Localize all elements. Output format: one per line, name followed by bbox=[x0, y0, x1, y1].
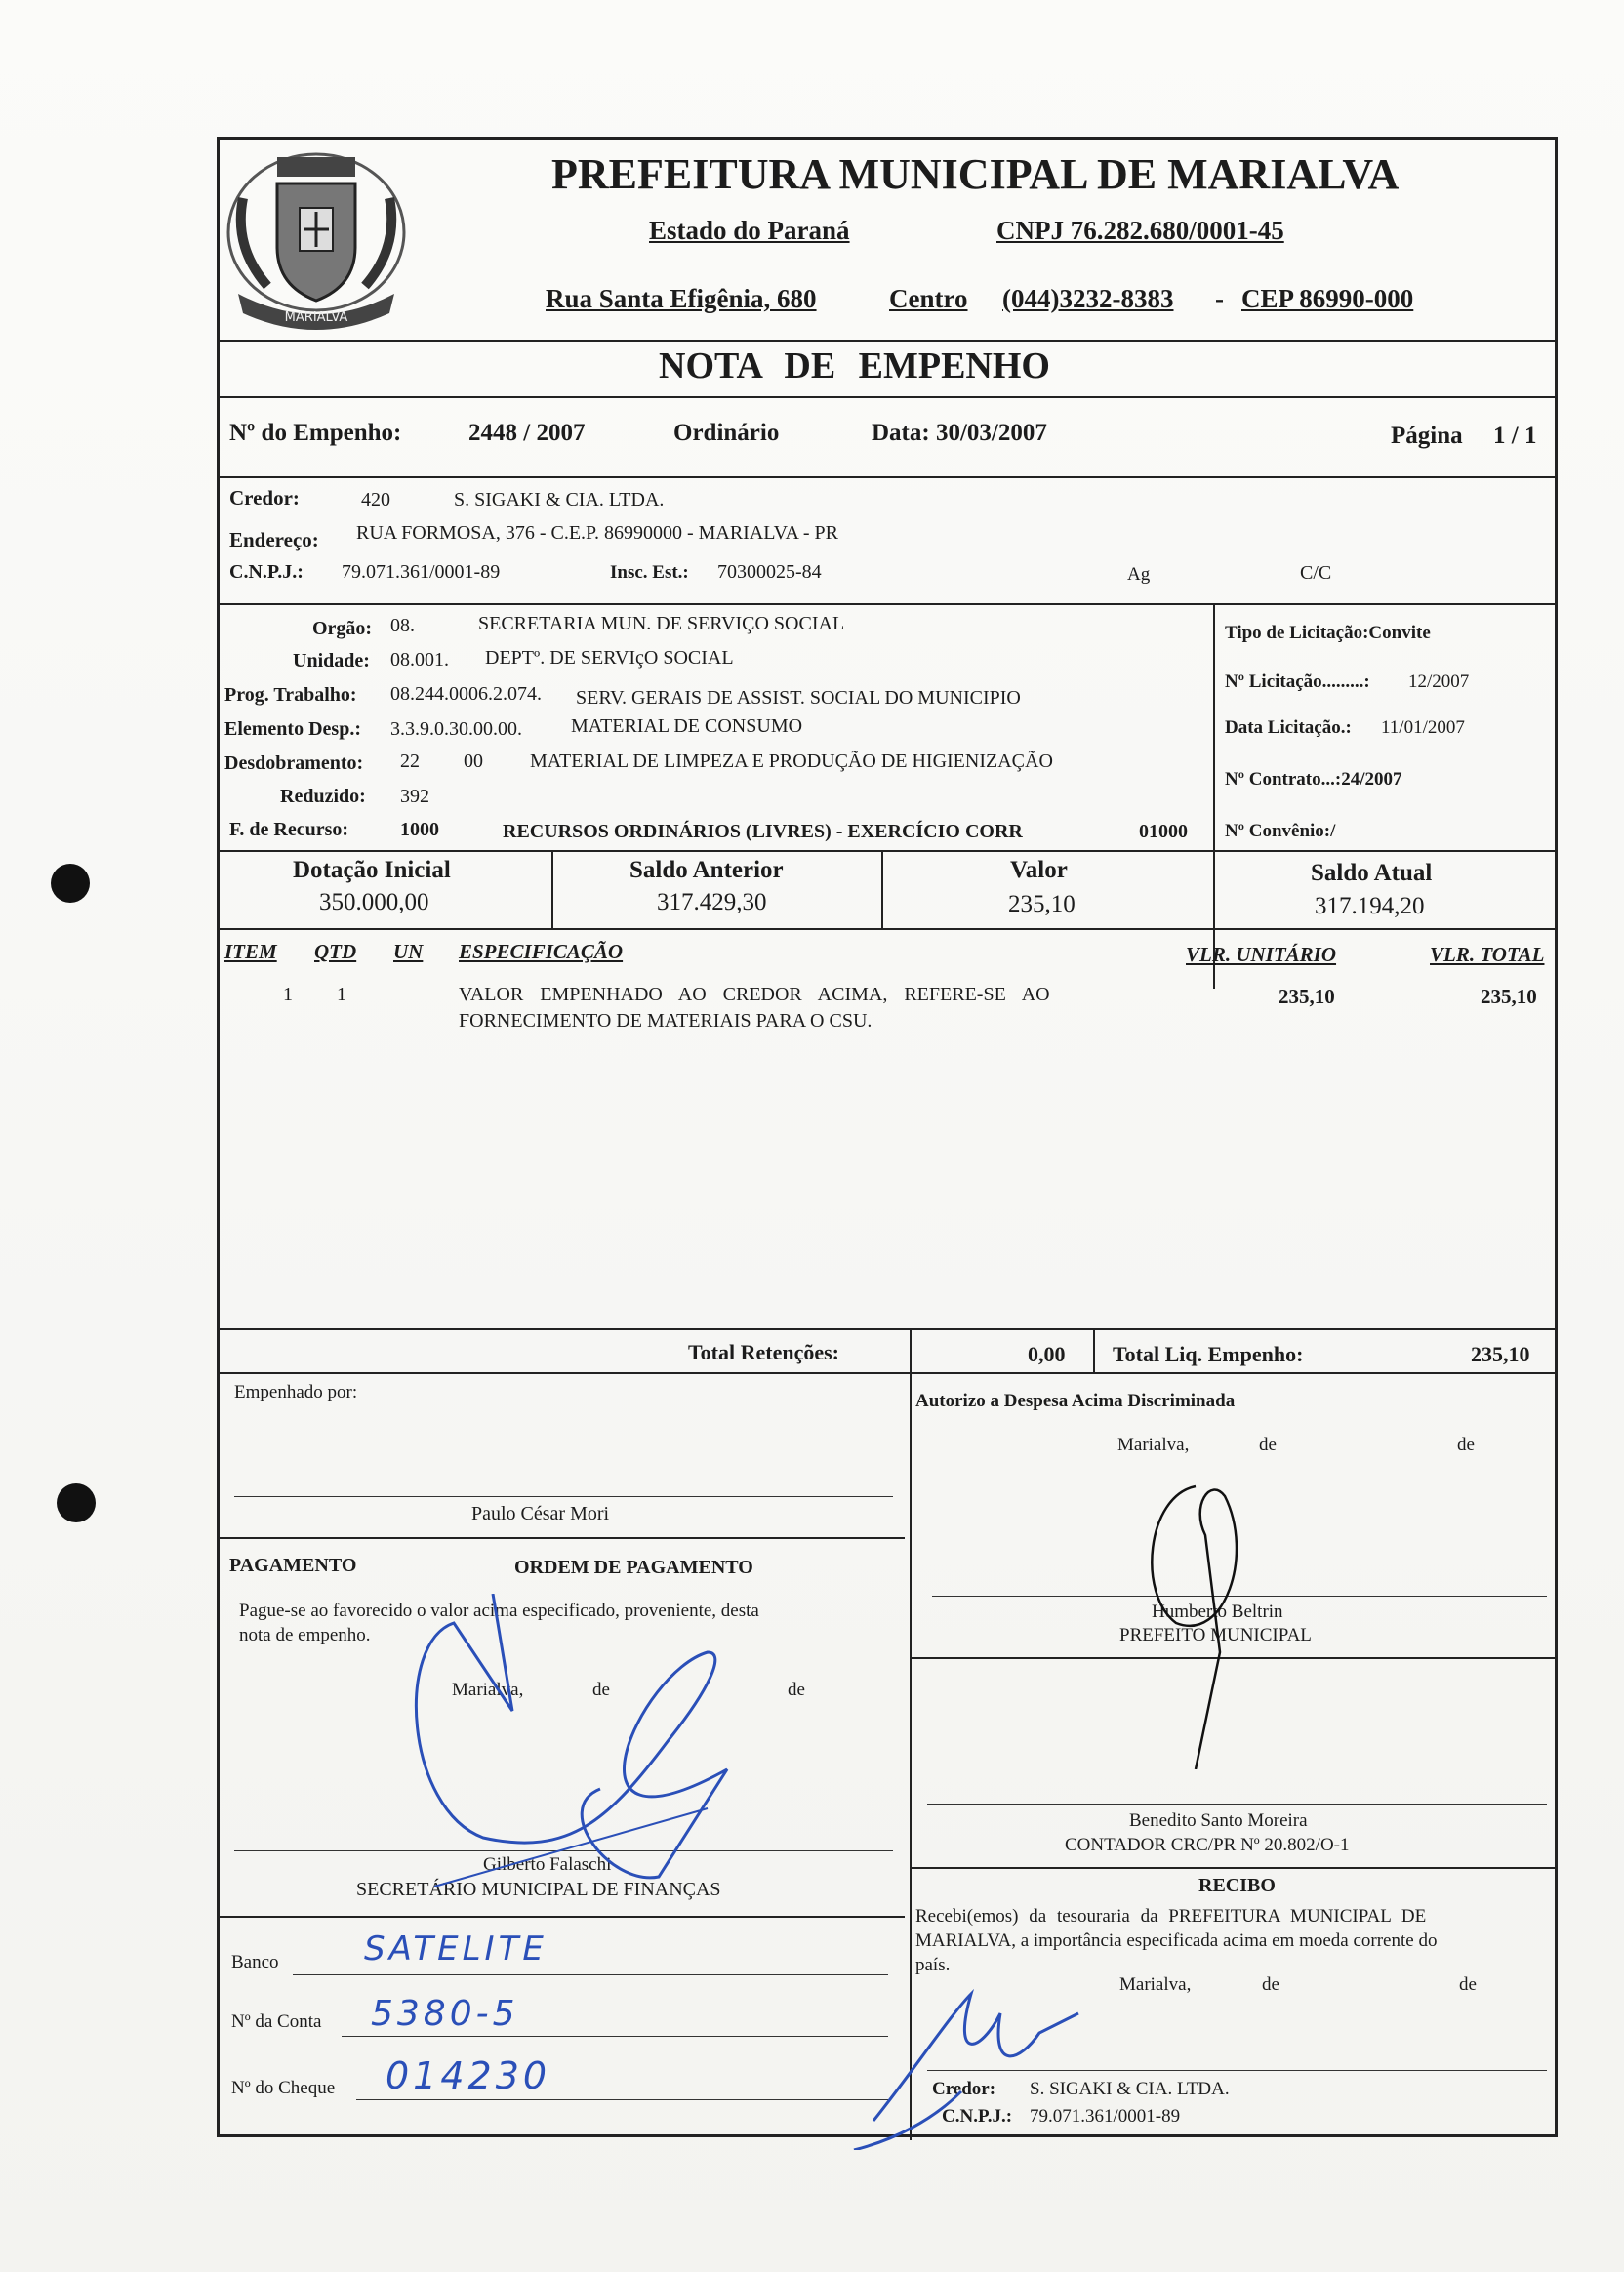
pagamento-text-2: nota de empenho. bbox=[239, 1625, 371, 1645]
recibo-de-1: de bbox=[1262, 1974, 1279, 1995]
recurso-label: F. de Recurso: bbox=[229, 819, 349, 840]
credor-address: RUA FORMOSA, 376 - C.E.P. 86990000 - MARIALVA - PR bbox=[356, 522, 838, 544]
conta-label: Nº da Conta bbox=[231, 2011, 322, 2032]
elemento-name: MATERIAL DE CONSUMO bbox=[571, 715, 803, 737]
insc-label: Insc. Est.: bbox=[610, 562, 689, 583]
cheque-value: 014230 bbox=[386, 2054, 551, 2097]
doc-title: NOTA DE EMPENHO bbox=[659, 345, 1050, 386]
orgao-name: SECRETARIA MUN. DE SERVIÇO SOCIAL bbox=[478, 613, 845, 634]
cnpj-label: C.N.P.J.: bbox=[229, 561, 304, 583]
dotacao-inicial-label: Dotação Inicial bbox=[293, 857, 451, 883]
desdobramento-name: MATERIAL DE LIMPEZA E PRODUÇÃO DE HIGIENIZAÇÃO bbox=[530, 751, 1053, 772]
recibo-de-2: de bbox=[1459, 1974, 1477, 1995]
empenhado-label: Empenhado por: bbox=[234, 1382, 358, 1402]
item-spec-line-2: FORNECIMENTO DE MATERIAIS PARA O CSU. bbox=[459, 1010, 873, 1032]
total-retencoes-value: 0,00 bbox=[1028, 1342, 1066, 1366]
municipal-crest-icon bbox=[223, 140, 409, 335]
valor-value: 235,10 bbox=[1008, 891, 1076, 917]
licitacao-data-label: Data Licitação.: bbox=[1225, 717, 1352, 738]
saldo-anterior-label: Saldo Anterior bbox=[629, 857, 784, 883]
prefeito-name: Humberto Beltrin bbox=[1152, 1602, 1283, 1622]
signature-credor bbox=[834, 1955, 1098, 2150]
signature-secretario bbox=[317, 1594, 825, 1906]
saldo-atual-value: 317.194,20 bbox=[1315, 893, 1425, 919]
col-vlr-unitario: VLR. UNITÁRIO bbox=[1186, 943, 1337, 966]
pagamento-label: PAGAMENTO bbox=[229, 1555, 357, 1576]
recibo-text-1: Recebi(emos) da tesouraria da PREFEITURA MUNICIPAL DE bbox=[915, 1906, 1427, 1927]
desdobramento-label: Desdobramento: bbox=[224, 752, 364, 774]
orgao-code: 08. bbox=[390, 615, 415, 636]
item-spec-line-1: VALOR EMPENHADO AO CREDOR ACIMA, REFERE-SE AO bbox=[459, 984, 1050, 1005]
reduzido-label: Reduzido: bbox=[280, 786, 366, 807]
header-phone: (044)3232-8383 bbox=[1002, 284, 1174, 313]
header-cnpj: CNPJ 76.282.680/0001-45 bbox=[996, 216, 1284, 245]
header-address: Rua Santa Efigênia, 680 bbox=[546, 284, 817, 313]
page-label: Página bbox=[1391, 423, 1463, 449]
elemento-label: Elemento Desp.: bbox=[224, 718, 361, 740]
licitacao-num-label: Nº Licitação.........: bbox=[1225, 671, 1370, 692]
recibo-label: RECIBO bbox=[1198, 1875, 1276, 1896]
nota-de-empenho-form bbox=[217, 137, 1558, 2137]
total-retencoes-label: Total Retenções: bbox=[688, 1340, 839, 1364]
prog-label: Prog. Trabalho: bbox=[224, 684, 357, 706]
credor-cnpj: 79.071.361/0001-89 bbox=[342, 561, 501, 583]
recibo-credor: S. SIGAKI & CIA. LTDA. bbox=[1030, 2079, 1230, 2099]
col-qtd: QTD bbox=[314, 940, 357, 963]
autorizo-de-2: de bbox=[1457, 1435, 1475, 1455]
header-title: PREFEITURA MUNICIPAL DE MARIALVA bbox=[551, 150, 1400, 198]
desdobramento-code-1: 22 bbox=[400, 751, 420, 772]
ag-label: Ag bbox=[1127, 564, 1151, 585]
item-vlr-unit: 235,10 bbox=[1279, 985, 1335, 1008]
contador-name: Benedito Santo Moreira bbox=[1129, 1810, 1308, 1831]
saldo-anterior-value: 317.429,30 bbox=[657, 889, 767, 915]
empenho-type: Ordinário bbox=[673, 420, 780, 446]
pagamento-de-2: de bbox=[788, 1680, 805, 1700]
recibo-text-2: MARIALVA, a importância especificada acima em moeda corrente do bbox=[915, 1930, 1438, 1951]
empenho-number: 2448 / 2007 bbox=[468, 420, 586, 446]
licitacao-num: 12/2007 bbox=[1408, 671, 1470, 692]
signature-prefeito bbox=[1137, 1477, 1274, 1769]
header-cep: CEP 86990-000 bbox=[1241, 284, 1414, 313]
recurso-name: RECURSOS ORDINÁRIOS (LIVRES) - EXERCÍCIO CORR bbox=[503, 821, 1023, 842]
conta-value: 5380-5 bbox=[371, 1994, 519, 2034]
header-separator: - bbox=[1215, 284, 1224, 313]
valor-label: Valor bbox=[1010, 857, 1068, 883]
prefeito-cargo: PREFEITO MUNICIPAL bbox=[1119, 1625, 1312, 1645]
cc-label: C/C bbox=[1300, 562, 1332, 584]
punch-hole-bottom bbox=[57, 1483, 96, 1522]
col-especificacao: ESPECIFICAÇÃO bbox=[459, 940, 624, 963]
unidade-name: DEPTº. DE SERVIçO SOCIAL bbox=[485, 647, 734, 669]
cheque-label: Nº do Cheque bbox=[231, 2078, 336, 2098]
pagamento-de-1: de bbox=[592, 1680, 610, 1700]
unidade-code: 08.001. bbox=[390, 649, 449, 670]
banco-value: SATELITE bbox=[364, 1929, 548, 1968]
page-number: 1 / 1 bbox=[1493, 423, 1537, 449]
autorizo-label: Autorizo a Despesa Acima Discriminada bbox=[915, 1391, 1236, 1411]
total-liq-label: Total Liq. Empenho: bbox=[1113, 1342, 1304, 1366]
punch-hole-top bbox=[51, 864, 90, 903]
header-centro: Centro bbox=[889, 284, 968, 313]
autorizo-cidade: Marialva, bbox=[1117, 1435, 1190, 1455]
empenho-date: Data: 30/03/2007 bbox=[872, 420, 1047, 446]
item-number: 1 bbox=[283, 984, 293, 1005]
total-liq-value: 235,10 bbox=[1471, 1342, 1530, 1366]
elemento-code: 3.3.9.0.30.00.00. bbox=[390, 718, 522, 740]
item-qtd: 1 bbox=[337, 984, 346, 1005]
licitacao-tipo: Tipo de Licitação:Convite bbox=[1225, 623, 1431, 643]
credor-name: S. SIGAKI & CIA. LTDA. bbox=[454, 489, 665, 510]
contador-cargo: CONTADOR CRC/PR Nº 20.802/O-1 bbox=[1065, 1835, 1350, 1855]
recurso-number: 01000 bbox=[1139, 821, 1188, 842]
secretario-name: Gilberto Falaschi bbox=[483, 1854, 612, 1875]
recibo-cnpj: 79.071.361/0001-89 bbox=[1030, 2106, 1181, 2127]
recibo-text-3: país. bbox=[915, 1955, 951, 1975]
autorizo-de-1: de bbox=[1259, 1435, 1277, 1455]
recibo-cidade: Marialva, bbox=[1119, 1974, 1192, 1995]
header-estado: Estado do Paraná bbox=[649, 216, 850, 245]
recurso-code: 1000 bbox=[400, 819, 439, 840]
recibo-credor-label: Credor: bbox=[932, 2079, 996, 2099]
item-vlr-total: 235,10 bbox=[1481, 985, 1537, 1008]
unidade-label: Unidade: bbox=[293, 650, 370, 671]
ordem-label: ORDEM DE PAGAMENTO bbox=[514, 1557, 753, 1578]
pagamento-text-1: Pague-se ao favorecido o valor acima especificado, proveniente, desta bbox=[239, 1601, 759, 1621]
convenio: Nº Convênio:/ bbox=[1225, 821, 1336, 841]
orgao-label: Orgão: bbox=[312, 618, 373, 639]
prog-code: 08.244.0006.2.074. bbox=[390, 683, 542, 705]
recibo-cnpj-label: C.N.P.J.: bbox=[942, 2106, 1013, 2127]
credor-label: Credor: bbox=[229, 486, 300, 509]
col-vlr-total: VLR. TOTAL bbox=[1430, 943, 1545, 966]
credor-insc: 70300025-84 bbox=[717, 561, 822, 583]
secretario-cargo: SECRETÁRIO MUNICIPAL DE FINANÇAS bbox=[356, 1879, 721, 1900]
col-item: ITEM bbox=[224, 940, 277, 963]
empenho-number-label: Nº do Empenho: bbox=[229, 420, 402, 446]
crest-banner-text: MARIALVA bbox=[284, 310, 348, 325]
dotacao-inicial-value: 350.000,00 bbox=[319, 889, 429, 915]
endereco-label: Endereço: bbox=[229, 528, 319, 551]
prog-name: SERV. GERAIS DE ASSIST. SOCIAL DO MUNICIPIO bbox=[576, 687, 1021, 709]
licitacao-data: 11/01/2007 bbox=[1381, 717, 1465, 738]
credor-code: 420 bbox=[361, 489, 390, 510]
pagamento-cidade: Marialva, bbox=[452, 1680, 524, 1700]
contrato: Nº Contrato...:24/2007 bbox=[1225, 769, 1402, 790]
reduzido-value: 392 bbox=[400, 786, 429, 807]
saldo-atual-label: Saldo Atual bbox=[1311, 860, 1433, 886]
banco-label: Banco bbox=[231, 1952, 279, 1972]
desdobramento-code-2: 00 bbox=[464, 751, 483, 772]
empenhado-name: Paulo César Mori bbox=[471, 1503, 610, 1524]
col-un: UN bbox=[393, 940, 424, 963]
